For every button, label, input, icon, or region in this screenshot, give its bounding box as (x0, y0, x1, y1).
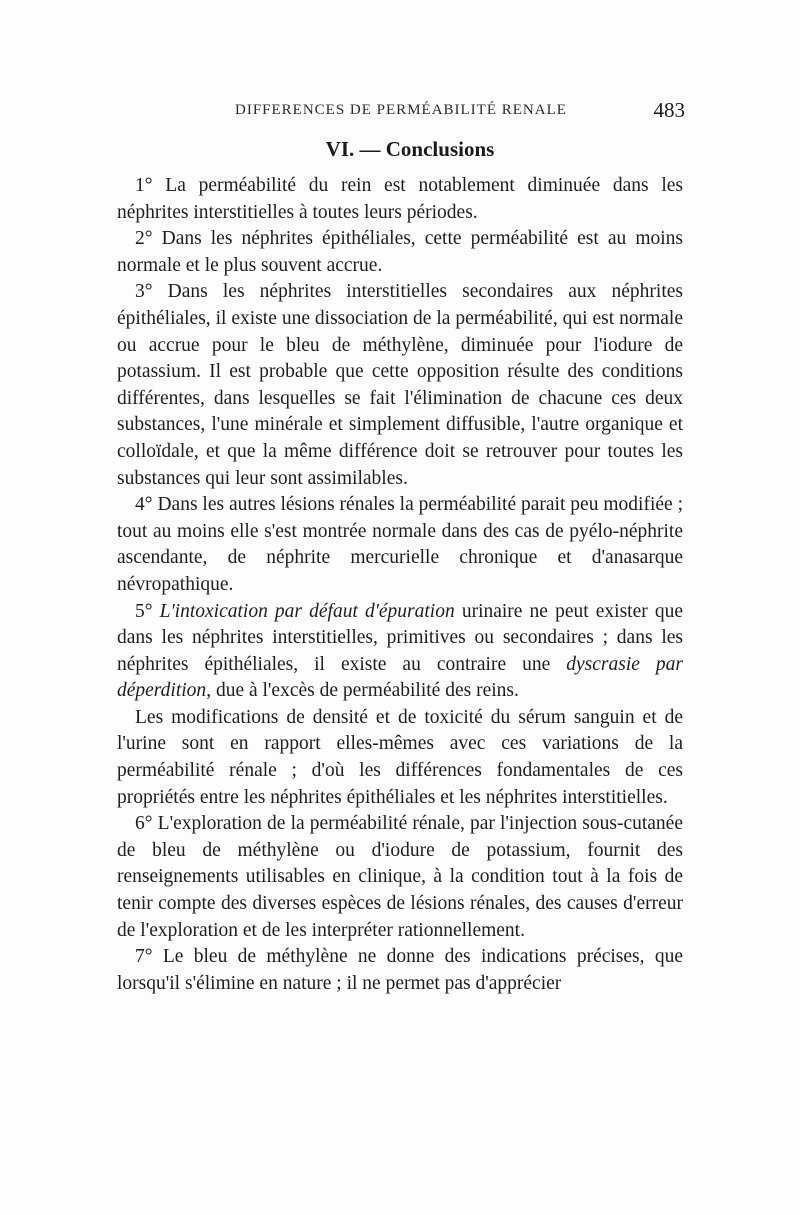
page-header (235, 98, 685, 124)
paragraph-6: Les modifications de densité et de toxicité du sérum sanguin et de l'urine sont en rapport elles-mêmes avec ces variations de la perméabilité rénale ; d'où les différences fondamentales de ces propriétés entre les néphrites épithéliales et les néphrites interstitielles. (117, 706, 683, 808)
section-number: VI. — (325, 137, 381, 161)
page-number: 483 (653, 98, 685, 122)
paragraph-3: 3° Dans les néphrites interstitielles secondaires aux néphrites épithéliales, il existe une dissociation de la perméabilité, qui est normale ou accrue pour le bleu de méthylène, diminuée pour l'iodure de potassium. Il est probable que cette opposition résulte des conditions différentes, dans lesquelles se fait l'élimination de chacune ces deux substances, l'une minérale et simplement diffusible, l'autre organique et colloïdale, et que la même différence doit se retrouver pour toutes les substances qui leur sont assimilables. (117, 281, 683, 489)
paragraph-1: 1° La perméabilité du rein est notablement diminuée dans les néphrites interstitielles à toutes leurs périodes. (117, 175, 683, 223)
paragraph-5-italic-2: dyscrasie par déperdition (117, 653, 683, 702)
paragraph-5-italic-1: L'intoxication par défaut d'épuration (159, 600, 455, 622)
running-head: DIFFERENCES DE PERMÉABILITÉ RENALE (235, 102, 567, 118)
body-text (117, 173, 683, 997)
paragraph-5-end: , due à l'excès de perméabilité des reins. (206, 680, 519, 702)
paragraph-7: 6° L'exploration de la perméabilité rénale, par l'injection sous-cutanée de bleu de méthylène ou d'iodure de potassium, fournit des renseignements utilisables en clinique, à la condition tout à la fois de tenir compte des diverses espèces de lésions rénales, des causes d'erreur de l'exploration et de les interpréter rationnellement. (117, 813, 683, 941)
paragraph-4: 4° Dans les autres lésions rénales la perméabilité parait peu modifiée ; tout au moins elle s'est montrée normale dans des cas de pyélo-néphrite ascendante, de néphrite mercurielle chronique et d'anasarque névropathique. (117, 494, 683, 595)
paragraph-2: 2° Dans les néphrites épithéliales, cette perméabilité est au moins normale et le plus souvent accrue. (117, 228, 683, 276)
paragraph-5 (117, 599, 683, 705)
paragraph-5-middle: urinaire ne peut exister que dans les néphrites interstitielles, primitives ou secondaires ; dans les néphrites épithéliales, il existe au contraire une (117, 600, 683, 675)
section-title (0, 137, 800, 162)
section-title-text: Conclusions (385, 137, 495, 161)
paragraph-5-start: 5° (135, 600, 160, 622)
paragraph-8: 7° Le bleu de méthylène ne donne des indications précises, que lorsqu'il s'élimine en nature ; il ne permet pas d'apprécier (117, 946, 683, 994)
